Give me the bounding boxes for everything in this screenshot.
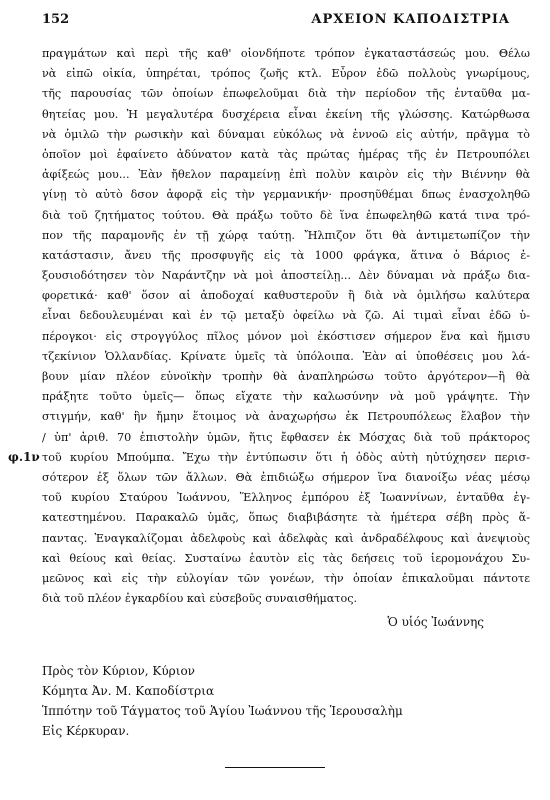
- address-line: Ἱππότην τοῦ Τάγματος τοῦ Ἁγίου Ἰωάννου τῆς Ἱερουσαλὴμ: [42, 704, 403, 718]
- body-line: νὰ εἰπῶ οἰκία, ὑπηρέται, τρόπος ζωῆς κτλ. Εὗρον ἐδῶ πολλοὺς γνωρίμους,: [42, 67, 530, 81]
- address-line: Κόμητα Ἀν. Μ. Καποδίστρια: [42, 684, 215, 698]
- body-line: μεῶνος καὶ εἰς τὴν εὐλογίαν τῶν γονέων, τὴν ὁποίαν ἐπικαλοῦμαι πάντοτε: [42, 571, 530, 585]
- body-line: πραγμάτων καὶ περὶ τῆς καθ' οἱονδήποτε τρόπον ἐγκαταστάσεώς μου. Θέλω: [42, 47, 530, 60]
- body-line: ὁποῖον μοὶ ἐφαίνετο ἀδύνατον κατὰ τὰς πρώτας ἡμέρας τῆς ἐν Πετρουπόλει: [42, 147, 530, 161]
- body-line: φορετικά· καθ' ὅσον αἱ ἀποδοχαί καθυστεροῦν ἢ διὰ νὰ ὁμιλήσω καλύτερα: [42, 289, 530, 303]
- signature: Ὁ υἱός Ἰωάννης: [387, 615, 484, 629]
- body-line: στιγμήν, καθ' ἣν ἤμην ἕτοιμος νὰ ἀναχωρήσω ἐκ Πετρουπόλεως ἔλαβον τὴν: [42, 410, 530, 424]
- body-line: τοῦ κυρίου Σταύρου Ἰωάννου, Ἕλληνος ἐμπόρου ἐξ Ἰωαννίνων, ἐνταῦθα ἐγ-: [42, 491, 530, 505]
- body-line: γίνῃ τὸ αὐτὸ δσον ἀφορᾷ εἰς τὴν γερμανικήν· προσηῦθέμαι δπως ἐνασχοληθῶ: [42, 188, 530, 202]
- body-line: θητείας μου. Ἡ μεγαλυτέρα δυσχέρεια εἶναι ἐκείνη τῆς γλώσσης. Κατώρθωσα: [42, 107, 530, 121]
- closing-rule: [225, 767, 325, 768]
- folio-margin-note: φ.1ν: [8, 450, 40, 464]
- body-line: διὰ τοῦ ζητήματος τούτου. Θὰ πράξω τοῦτο δὲ ἵνα ἐπωφεληθῶ κατά τινα τρό-: [42, 208, 530, 222]
- body-line: τοῦ κυρίου Μπούμπα. Ἔχω τὴν ἐντύπωσιν ὅτι ἡ ὁδὸς αὐτὴ ηὐτύχησεν περισ-: [42, 450, 530, 464]
- address-block: [42, 661, 502, 741]
- body-line: νὰ ὁμιλῶ τὴν ρωσικὴν καὶ δύναμαι εὐκόλως νὰ ἐννοῶ εἰς αὐτήν, πρᾶγμα τὸ: [42, 127, 530, 141]
- body-line: / ὑπ' ἀριθ. 70 ἐπιστολὴν ὑμῶν, ἥτις ἔφθασεν ἐκ Μόσχας διὰ τοῦ πράκτορος: [42, 430, 530, 444]
- body-line: πράξητε τοῦτο ὑμεῖς— ὅπως εἴχατε τὴν καλωσύνην νὰ μοῦ γράψητε. Τὴν: [42, 390, 530, 404]
- body-line: ἀφίξεώς μου... Ἐὰν ἤθελον παραμείνῃ ἐπὶ πολὺν καιρὸν εἰς τὴν Βιέννην θὰ: [42, 168, 530, 182]
- body-line: εἶναι δεδουλευμέναι καὶ ἐν τῷ μεταξὺ ὀφείλω νὰ ζῶ. Αἱ τιμαὶ εἶναι ἐδῶ ὑ-: [42, 309, 530, 323]
- body-line: παντας. Ἐναγκαλίζομαι ἀδελφοὺς καὶ ἀδελφὰς καὶ ἀνδραδέλφους καὶ ἀνεψιοὺς: [42, 531, 530, 545]
- body-line: ξουσιοδότησεν τὸν Ναράντζην νὰ μοὶ ἀποστείλῃ... Δὲν δύναμαι νὰ πράξω δια-: [42, 269, 530, 283]
- body-line: κατάστασιν, ἄνευ τῆς προσφυγῆς εἰς τὰ 1000 φράγκα, ἅτινα ὁ Βάριος ἐ-: [42, 248, 530, 262]
- body-line: διὰ τοῦ πλέον ἐγκαρδίου καὶ εὐσεβοῦς συναισθήματος.: [42, 592, 358, 606]
- body-line: πέρογκοι· εἰς στρογγύλος πῖλος μόνον μοὶ ἐκόστισεν σήμερον ἕνα καὶ ἥμισυ: [42, 329, 530, 343]
- letter-body: [42, 44, 530, 609]
- running-title: ΑΡΧΕΙΟΝ ΚΑΠΟΔΙΣΤΡΙΑ: [311, 12, 510, 27]
- address-line: Πρὸς τὸν Κύριον, Κύριον: [42, 664, 195, 678]
- body-line: καὶ θείους καὶ θείας. Συσταίνω ἑαυτὸν εἰς τὰς δεήσεις τοῦ ἱερομονάχου Συ-: [42, 551, 530, 565]
- body-line: πον τῆς παραμονῆς ἐν τῇ χώρᾳ ταύτῃ. Ἤλπιζον ὅτι θὰ ἀντιμετωπίζον τὴν: [42, 228, 530, 242]
- address-line: Εἰς Κέρκυραν.: [42, 724, 130, 738]
- body-line: σότερον ἐξ ὅλων τῶν ἄλλων. Θὰ ἐπιδιώξω σήμερον ἵνα διανοίξω νέας μέσῳ: [42, 470, 530, 484]
- body-line: βουν μίαν πλέον εὐνοϊκὴν τροπὴν θὰ ἀναπληρώσω τοῦτο ἀργότερον—ἢ θὰ: [42, 370, 530, 383]
- body-line: τῆς παρουσίας τῶν ὁποίων ἐπωφελοῦμαι διὰ τὴν περίοδον τῆς ἐνταῦθα μα-: [42, 87, 530, 101]
- body-line: κατεστημένου. Παρακαλῶ ὑμᾶς, ὅπως διαβιβάσητε τὰ ἡμέτερα σέβη πρὸς ἅ-: [42, 511, 530, 525]
- body-line: τζεκίνιον Ὁλλανδίας. Κρίνατε ὑμεῖς τὰ ὑπόλοιπα. Ἐὰν αἱ ὑποθέσεις μου λά-: [42, 349, 530, 363]
- page-number: 152: [42, 12, 70, 27]
- page-header: [42, 12, 510, 28]
